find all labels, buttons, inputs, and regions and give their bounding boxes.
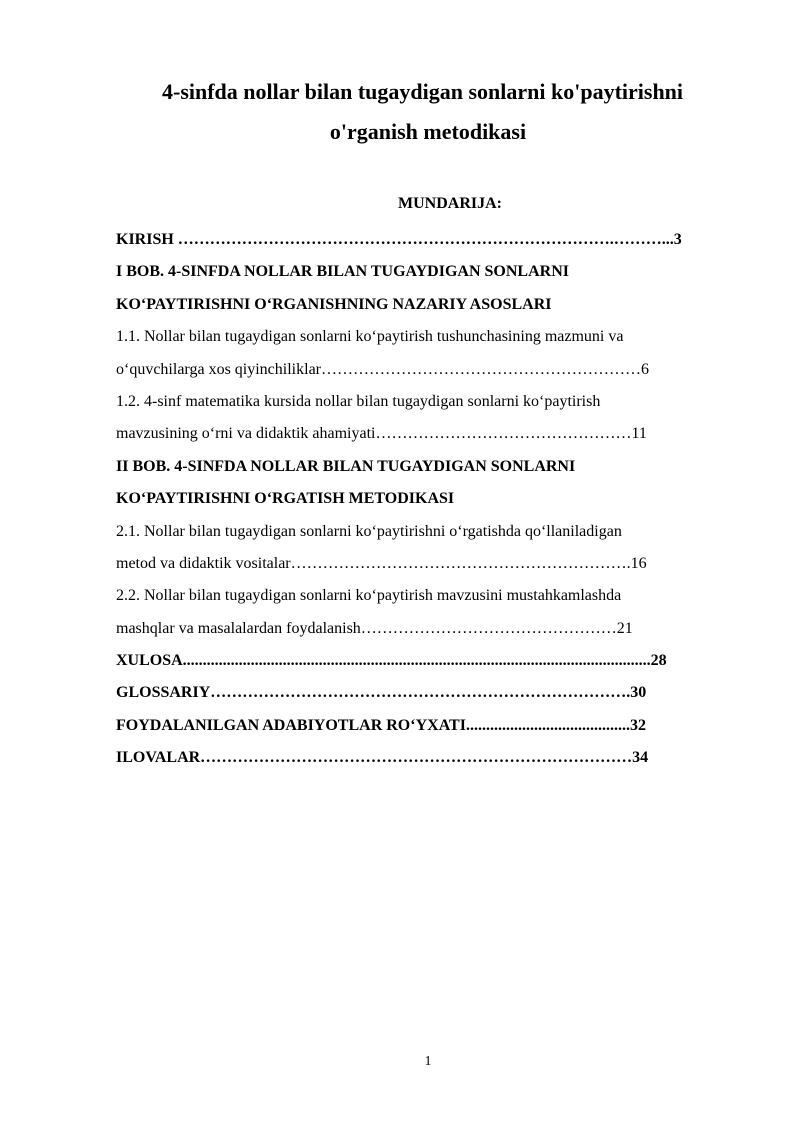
table-of-contents xyxy=(116,224,746,775)
toc-section-1-2-line1: 1.2. 4-sinf matematika kursida nollar bilan tugaydigan sonlarni ko‘paytirish xyxy=(116,392,601,410)
toc-entry-xulosa: XULOSA.....................................................................................................................28 xyxy=(116,652,667,670)
toc-chapter1-line1: I BOB. 4-SINFDA NOLLAR BILAN TUGAYDIGAN SONLARNI xyxy=(116,263,569,281)
document-title-line1: 4-sinfda nollar bilan tugaydigan sonlarni ko'paytirishni xyxy=(162,79,684,104)
toc-chapter2-line2: KO‘PAYTIRISHNI O‘RGATISH METODIKASI xyxy=(116,490,455,508)
toc-section-2-1-line2: metod va didaktik vositalar……………………………………………………….16 xyxy=(116,554,647,572)
toc-entry-glossariy: GLOSSARIY…………………………………………………………………….30 xyxy=(116,684,647,702)
toc-section-1-1-line1: 1.1. Nollar bilan tugaydigan sonlarni ko‘paytirish tushunchasining mazmuni va xyxy=(116,328,624,346)
toc-chapter1-line2: KO‘PAYTIRISHNI O‘RGANISHNING NAZARIY ASOSLARI xyxy=(116,295,552,313)
toc-entry-ilovalar: ILOVALAR………………………………………………………………………34 xyxy=(116,749,649,767)
toc-section-2-2-line2: mashqlar va masalalardan foydalanish…………………………………………21 xyxy=(116,619,633,637)
toc-heading: MUNDARIJA: xyxy=(398,195,502,212)
toc-section-2-1-line1: 2.1. Nollar bilan tugaydigan sonlarni ko‘paytirishni o‘rgatishda qo‘llaniladigan xyxy=(116,522,622,540)
toc-chapter2-line1: II BOB. 4-SINFDA NOLLAR BILAN TUGAYDIGAN SONLARNI xyxy=(116,457,576,475)
toc-section-1-2-line2: mavzusining o‘rni va didaktik ahamiyati…………………………………………11 xyxy=(116,425,647,443)
toc-entry-adabiyotlar: FOYDALANILGAN ADABIYOTLAR RO‘YXATI.........................................32 xyxy=(116,716,646,734)
document-title-line2: o'rganish metodikasi xyxy=(329,119,527,144)
page-number: 1 xyxy=(424,1054,432,1069)
toc-section-1-1-line2: o‘quvchilarga xos qiyinchiliklar……………………………………………………6 xyxy=(116,360,649,378)
toc-entry-kirish: KIRISH ……………………………………………………………………….………...3 xyxy=(116,231,682,248)
toc-section-2-2-line1: 2.2. Nollar bilan tugaydigan sonlarni ko‘paytirish mavzusini mustahkamlashda xyxy=(116,587,622,605)
